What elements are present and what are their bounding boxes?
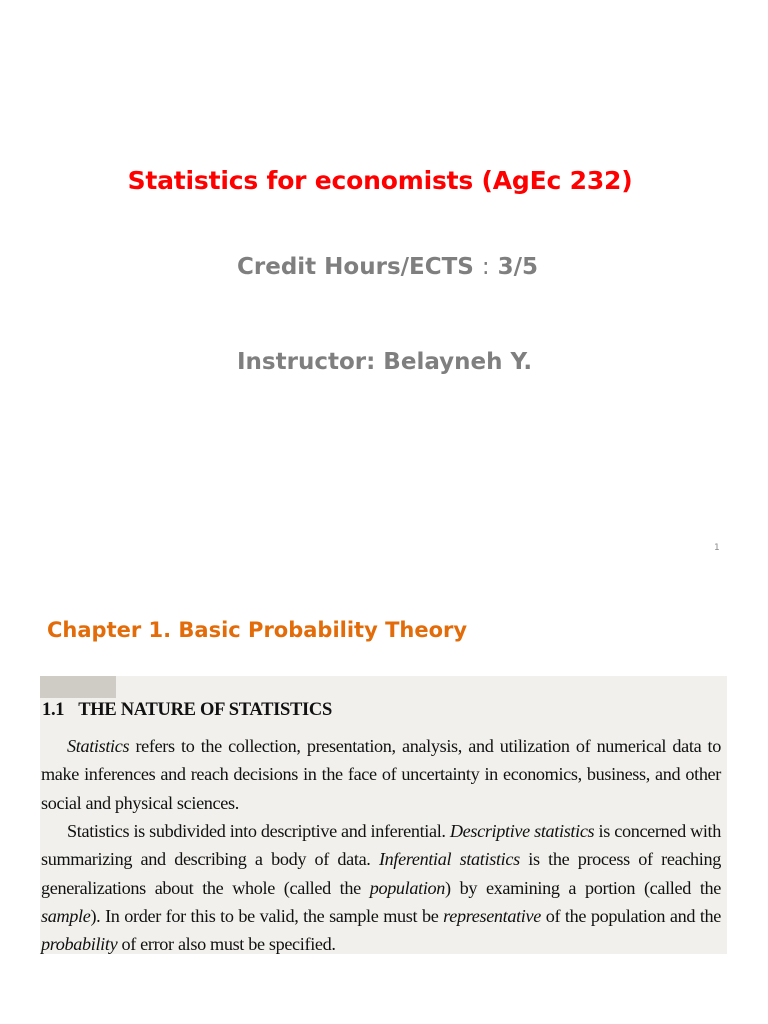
page-number: 1 <box>714 543 720 553</box>
paragraph-definition <box>41 732 721 817</box>
term-descriptive: Descriptive statistics <box>449 821 595 841</box>
section-heading <box>42 700 346 721</box>
instructor: Instructor: Belayneh Y. <box>237 349 533 375</box>
term-representative: representative <box>443 905 541 926</box>
section-number: 1.1 <box>42 700 65 720</box>
credit-separator: : <box>481 254 490 280</box>
credit-hours <box>237 254 538 280</box>
paragraph-branches <box>41 817 721 958</box>
term-statistics: Statistics <box>67 736 130 756</box>
slide-2 <box>0 576 768 1024</box>
paragraph-text: ). In order for this to be valid, the sample must be <box>90 905 444 926</box>
paragraph-text: of error also must be specified. <box>117 934 336 955</box>
paragraph-text: Statistics is subdivided into descriptive and inferential. <box>67 821 450 841</box>
chapter-title: Chapter 1. Basic Probability Theory <box>47 618 468 642</box>
paragraph-text: refers to the collection, presentation, analysis, and utilization of numerical data to make inferences and reach decisions in the face of uncertainty in economics, business, and other social and physical sciences. <box>41 736 721 813</box>
paragraph-text: is the process of reaching generalizations about the whole (called the <box>41 849 721 898</box>
course-title: Statistics for economists (AgEc 232) <box>127 166 633 195</box>
scanned-textbook-excerpt <box>40 676 727 954</box>
paragraph-text: of the population and the <box>540 905 721 926</box>
term-inferential: Inferential statistics <box>378 849 520 870</box>
term-population: population <box>369 877 446 898</box>
term-sample: sample <box>41 905 91 926</box>
paragraph-text: is concerned with summarizing and describing a body of data. <box>41 821 722 870</box>
paragraph-text: ) by examining a portion (called the <box>445 877 721 898</box>
credit-value: 3/5 <box>497 254 539 280</box>
term-probability: probability <box>41 934 118 955</box>
credit-label: Credit Hours/ECTS <box>237 254 474 280</box>
section-title: THE NATURE OF STATISTICS <box>78 700 332 720</box>
